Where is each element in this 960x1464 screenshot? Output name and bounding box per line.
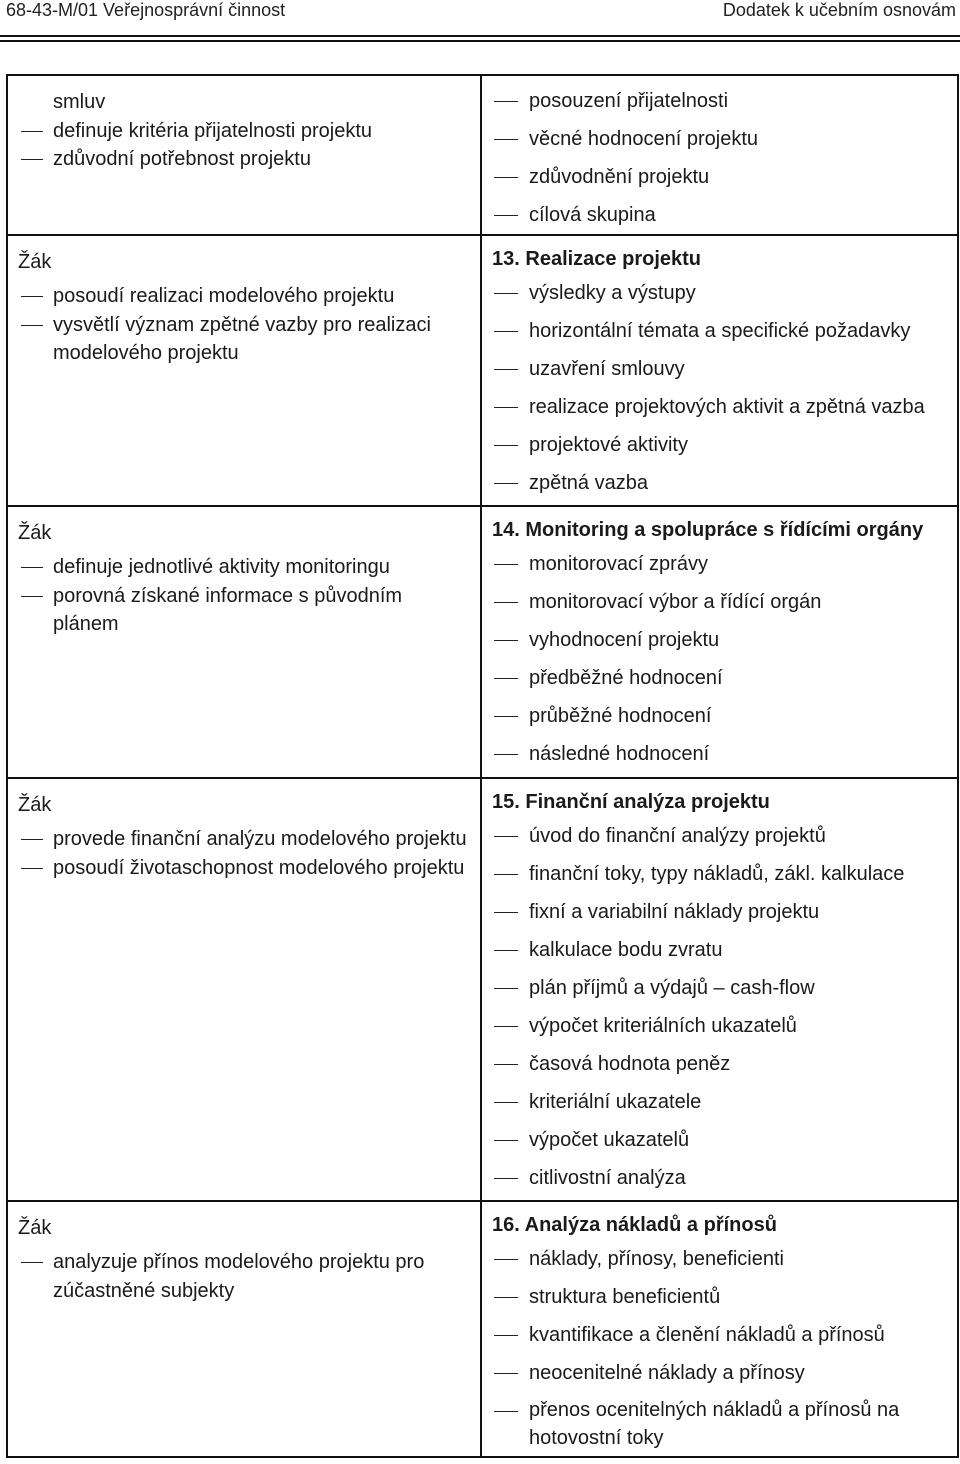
topic-title-text: Monitoring a spolupráce s řídícími orgány bbox=[525, 519, 924, 541]
list-item: výpočet ukazatelů bbox=[492, 1121, 947, 1159]
list-item: časová hodnota peněz bbox=[492, 1045, 947, 1083]
topics-cell bbox=[481, 1201, 958, 1457]
list-item: realizace projektových aktivit a zpětná vazba bbox=[492, 388, 947, 426]
topic-number: 13. bbox=[492, 248, 520, 270]
list-item: zdůvodnění projektu bbox=[492, 158, 947, 196]
topic-title-text: Realizace projektu bbox=[525, 248, 701, 270]
section-heading: Žák bbox=[18, 522, 52, 544]
list-item: kriteriální ukazatele bbox=[492, 1083, 947, 1121]
table-row bbox=[7, 1201, 958, 1457]
list-item: posoudí realizaci modelového projektu bbox=[18, 282, 470, 311]
list-item: monitorovací zprávy bbox=[492, 545, 947, 583]
topic-title-text: Finanční analýza projektu bbox=[525, 791, 770, 813]
list-item: provede finanční analýzu modelového projektu bbox=[18, 825, 470, 854]
learning-outcomes-cell bbox=[7, 506, 481, 778]
list-item: finanční toky, typy nákladů, zákl. kalkulace bbox=[492, 855, 947, 893]
list-item: vysvětlí význam zpětné vazby pro realizaci modelového projektu bbox=[18, 311, 470, 368]
learning-outcomes-cell bbox=[7, 778, 481, 1201]
topic-title bbox=[492, 787, 947, 817]
table-row bbox=[7, 506, 958, 778]
list-item: citlivostní analýza bbox=[492, 1159, 947, 1197]
header-rule-top bbox=[0, 35, 960, 37]
list-item: výpočet kriteriálních ukazatelů bbox=[492, 1007, 947, 1045]
list-item: uzavření smlouvy bbox=[492, 350, 947, 388]
list-item: náklady, přínosy, beneficienti bbox=[492, 1240, 947, 1278]
section-heading: Žák bbox=[18, 251, 52, 273]
list-item: fixní a variabilní náklady projektu bbox=[492, 893, 947, 931]
list-item: neocenitelné náklady a přínosy bbox=[492, 1354, 947, 1392]
topic-number: 16. bbox=[492, 1214, 520, 1236]
topic-title bbox=[492, 515, 947, 545]
list-item: věcné hodnocení projektu bbox=[492, 120, 947, 158]
list-item: kalkulace bodu zvratu bbox=[492, 931, 947, 969]
topics-cell bbox=[481, 235, 958, 506]
topic-title bbox=[492, 1210, 947, 1240]
page-header bbox=[0, 0, 960, 34]
list-item: zdůvodní potřebnost projektu bbox=[18, 145, 470, 174]
header-document-code: 68-43-M/01 Veřejnosprávní činnost bbox=[6, 0, 286, 20]
list-item: definuje kritéria přijatelnosti projektu bbox=[18, 117, 470, 146]
list-item: zpětná vazba bbox=[492, 464, 947, 502]
table-row bbox=[7, 778, 958, 1201]
learning-outcomes-cell bbox=[7, 235, 481, 506]
list-item: následné hodnocení bbox=[492, 735, 947, 773]
topics-cell bbox=[481, 506, 958, 778]
topics-cell bbox=[481, 778, 958, 1201]
list-item: monitorovací výbor a řídící orgán bbox=[492, 583, 947, 621]
list-item: analyzuje přínos modelového projektu pro zúčastněné subjekty bbox=[18, 1248, 470, 1305]
section-heading: Žák bbox=[18, 1217, 52, 1239]
list-item: úvod do finanční analýzy projektů bbox=[492, 817, 947, 855]
list-item: plán příjmů a výdajů – cash-flow bbox=[492, 969, 947, 1007]
list-item: horizontální témata a specifické požadavky bbox=[492, 312, 947, 350]
topic-title-text: Analýza nákladů a přínosů bbox=[524, 1214, 777, 1236]
table-row bbox=[7, 235, 958, 506]
list-item: posouzení přijatelnosti bbox=[492, 82, 947, 120]
topic-title bbox=[492, 244, 947, 274]
list-item: struktura beneficientů bbox=[492, 1278, 947, 1316]
list-item: přenos ocenitelných nákladů a přínosů na hotovostní toky bbox=[492, 1392, 947, 1452]
curriculum-table bbox=[6, 74, 959, 1458]
learning-outcomes-cell bbox=[7, 75, 481, 235]
continued-text: smluv bbox=[53, 91, 106, 113]
list-item: vyhodnocení projektu bbox=[492, 621, 947, 659]
list-item: definuje jednotlivé aktivity monitoringu bbox=[18, 553, 470, 582]
list-item: průběžné hodnocení bbox=[492, 697, 947, 735]
list-item: cílová skupina bbox=[492, 196, 947, 234]
topic-number: 14. bbox=[492, 519, 520, 541]
learning-outcomes-cell bbox=[7, 1201, 481, 1457]
header-rule-bottom bbox=[0, 40, 960, 42]
list-item: porovná získané informace s původním plánem bbox=[18, 582, 470, 639]
list-item: projektové aktivity bbox=[492, 426, 947, 464]
table-row bbox=[7, 75, 958, 235]
topics-cell bbox=[481, 75, 958, 235]
topic-number: 15. bbox=[492, 791, 520, 813]
list-item: výsledky a výstupy bbox=[492, 274, 947, 312]
list-item: kvantifikace a členění nákladů a přínosů bbox=[492, 1316, 947, 1354]
section-heading: Žák bbox=[18, 794, 52, 816]
list-item: posoudí životaschopnost modelového projektu bbox=[18, 854, 470, 883]
header-document-title: Dodatek k učebním osnovám bbox=[722, 0, 956, 20]
list-item: předběžné hodnocení bbox=[492, 659, 947, 697]
